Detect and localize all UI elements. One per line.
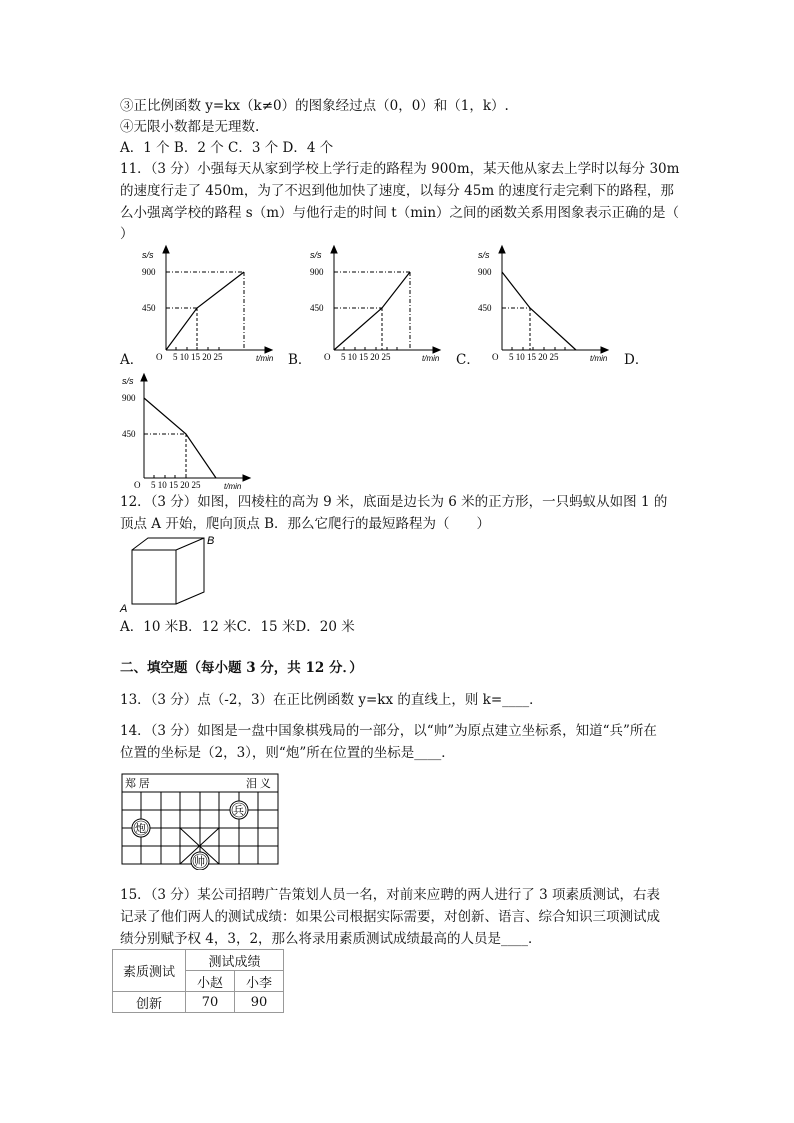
piece-bing <box>230 801 248 819</box>
graph-b-origin: O <box>324 352 331 362</box>
graph-b-ylabel: s/s <box>310 250 322 260</box>
graph-c-xlabel: t/min <box>590 354 608 363</box>
chess-board <box>120 772 284 870</box>
q12-options: A．10 米B．12 米C．15 米D．20 米 <box>120 619 355 635</box>
q14-line2: 位置的坐标是（2，3），则“炮”所在位置的坐标是____． <box>120 745 455 761</box>
piece-pao <box>132 819 150 837</box>
q13: 13．（3 分）点（-2，3）在正比例函数 y=kx 的直线上，则 k=____． <box>120 692 543 708</box>
graph-option-b-label: B． <box>288 352 312 368</box>
table-cell: 90 <box>235 992 284 1013</box>
table-sub-li: 小李 <box>235 971 284 992</box>
graph-d-line <box>144 398 216 478</box>
chess-top-left-text: 郑 居 <box>125 778 150 790</box>
graph-d-xlabel: t/min <box>224 482 242 491</box>
graph-d-y900: 900 <box>122 393 136 403</box>
graph-d-ticks: 5 10 15 20 25 <box>151 480 201 490</box>
graph-a <box>140 244 285 364</box>
prism-label-a: A <box>120 603 128 614</box>
statement-3: ③正比例函数 y=kx（k≠0）的图象经过点（0，0）和（1，k）. <box>120 98 509 114</box>
graph-c-y450: 450 <box>478 303 492 313</box>
chess-top-right-text: 泪 义 <box>246 778 271 790</box>
table-header-test: 素质测试 <box>113 950 186 992</box>
q11-line2: 的速度行走了 450m，为了不迟到他加快了速度，以每分 45m 的速度行走完剩下的路程，那 <box>120 183 674 199</box>
graph-c-ticks: 5 10 15 20 25 <box>509 352 559 362</box>
graph-a-y450: 450 <box>142 303 156 313</box>
statement-4: ④无限小数都是无理数. <box>120 119 260 135</box>
graph-b <box>308 244 453 364</box>
table-sub-zhao: 小赵 <box>186 971 235 992</box>
graph-c-line <box>502 272 576 350</box>
graph-a-origin: O <box>156 352 163 362</box>
graph-c-y900: 900 <box>478 267 492 277</box>
table-row-label: 创新 <box>113 992 186 1013</box>
q15-line1: 15．（3 分）某公司招聘广告策划人员一名，对前来应聘的两人进行了 3 项素质测试，右表 <box>120 887 660 903</box>
graph-b-line <box>334 272 410 350</box>
q12-line2: 顶点 A 开始，爬向顶点 B．那么它爬行的最短路程为（ ） <box>120 516 491 532</box>
section-2-title: 二、填空题（每小题 3 分，共 12 分．） <box>120 660 363 676</box>
score-table <box>112 949 284 1013</box>
graph-a-xlabel: t/min <box>256 354 274 363</box>
graph-option-a-label: A． <box>120 352 144 368</box>
piece-shuai <box>191 852 209 870</box>
q11-line4: ） <box>120 226 134 242</box>
q11-line1: 11．（3 分）小强每天从家到学校上学行走的路程为 900m，某天他从家去上学时以每分 30m <box>120 161 680 177</box>
graph-option-c-label: C． <box>456 352 480 368</box>
graph-option-d-label: D． <box>624 352 649 368</box>
q15-line2: 记录了他们两人的测试成绩：如果公司根据实际需要，对创新、语言、综合知识三项测试成 <box>120 909 660 925</box>
q11-line3: 么小强离学校的路程 s（m）与他行走的时间 t（min）之间的函数关系用图象表示正确的是（ <box>120 205 680 221</box>
graph-c-ylabel: s/s <box>478 250 490 260</box>
graph-b-xlabel: t/min <box>422 354 440 363</box>
prism-label-b: B <box>207 535 215 547</box>
graph-b-y900: 900 <box>310 267 324 277</box>
q15-line3: 绩分别赋予权 4，3，2，那么将录用素质测试成绩最高的人员是____． <box>120 931 542 947</box>
graph-a-line <box>166 272 244 350</box>
table-cell: 70 <box>186 992 235 1013</box>
graph-b-ticks: 5 10 15 20 25 <box>341 352 391 362</box>
graph-c <box>476 244 621 364</box>
svg-text:帅: 帅 <box>194 856 205 868</box>
graph-a-y900: 900 <box>142 267 156 277</box>
graph-d <box>120 372 265 492</box>
svg-text:炮: 炮 <box>135 823 146 835</box>
graph-a-ylabel: s/s <box>142 250 154 260</box>
graph-d-ylabel: s/s <box>122 376 134 386</box>
table-header-scores: 测试成绩 <box>186 950 284 971</box>
graph-d-origin: O <box>134 480 141 490</box>
q14-line1: 14．（3 分）如图是一盘中国象棋残局的一部分，以“帅”为原点建立坐标系，知道“兵”所在 <box>120 723 657 739</box>
q10-options: A．1 个 B．2 个 C．3 个 D．4 个 <box>120 140 334 156</box>
svg-text:兵: 兵 <box>233 805 244 817</box>
prism-figure <box>116 534 216 614</box>
q12-line1: 12．（3 分）如图，四棱柱的高为 9 米，底面是边长为 6 米的正方形，一只蚂蚁从如图 1 的 <box>120 494 668 510</box>
graph-a-axes <box>163 246 272 353</box>
graph-a-ticks: 5 10 15 20 25 <box>173 352 223 362</box>
graph-d-y450: 450 <box>122 429 136 439</box>
graph-b-y450: 450 <box>310 303 324 313</box>
graph-c-origin: O <box>492 352 499 362</box>
